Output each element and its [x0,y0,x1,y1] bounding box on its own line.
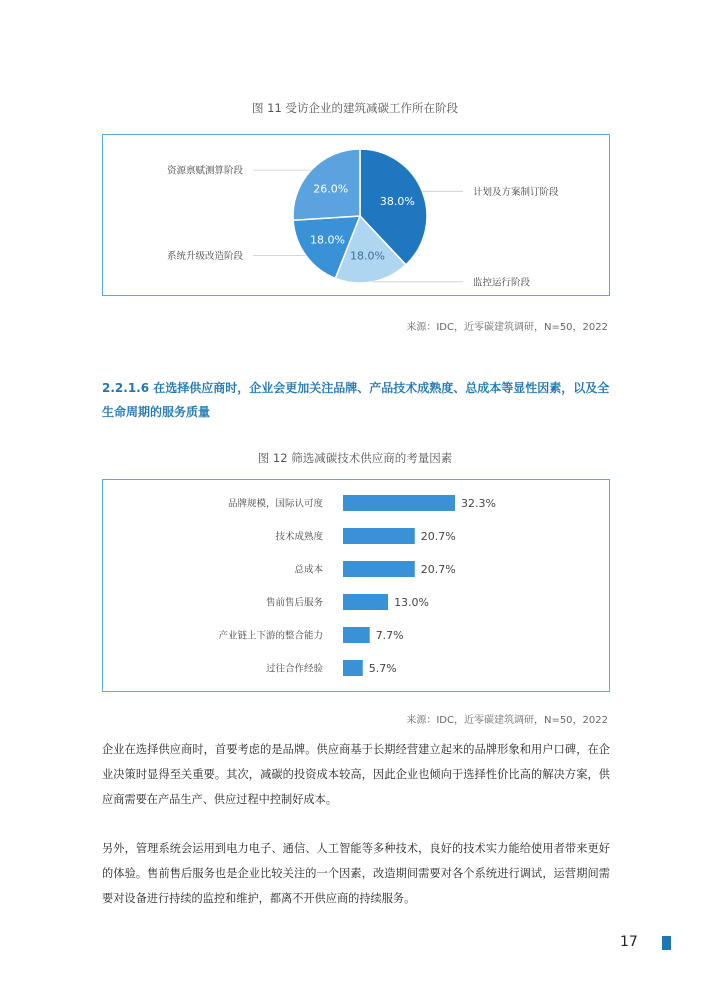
section-heading: 2.2.1.6 在选择供应商时，企业会更加关注品牌、产品技术成熟度、总成本等显性因素，以及全生命周期的服务质量 [102,381,610,419]
bar-value-label: 20.7% [420,563,456,576]
bar-category-label: 品牌规模，国际认可度 [227,498,323,510]
pie-category-label: 计划及方案制订阶段 [473,186,559,198]
figure-11-source: 来源：IDC，近零碳建筑调研，N=50，2022 [406,322,608,333]
pie-chart [103,135,609,295]
bar-value-label: 32.3% [461,497,496,510]
bar-value-label: 13.0% [394,596,430,609]
pie-value-label: 18.0% [350,249,386,263]
pie-category-label: 资源禀赋测算阶段 [166,165,243,177]
figure-12-source: 来源：IDC，近零碳建筑调研，N=50，2022 [406,715,608,726]
bar [343,594,388,610]
pie-category-label: 监控运行阶段 [473,277,531,289]
bar-category-label: 总成本 [294,564,323,576]
bar-value-label: 7.7% [375,629,404,642]
bar-value-label: 5.7% [368,662,397,675]
bar [343,627,370,643]
bar-category-label: 产业链上下游的整合能力 [218,630,323,642]
page-number: 17 [620,934,638,950]
figure-11-frame [102,134,610,296]
bar-category-label: 售前售后服务 [265,597,323,609]
bar-category-label: 过往合作经验 [265,663,323,675]
bar [343,528,415,544]
figure-12-title: 图 12 筛选减碳技术供应商的考量因素 [257,451,453,465]
bar [343,495,455,511]
pie-category-label: 系统升级改造阶段 [166,250,243,262]
bar-chart [103,480,609,691]
figure-11-title: 图 11 受访企业的建筑减碳工作所在阶段 [252,101,458,115]
pie-value-label: 26.0% [313,182,349,196]
figure-12-frame [102,479,610,692]
pie-value-label: 38.0% [379,195,415,209]
bar [343,561,415,577]
bar-value-label: 20.7% [420,530,456,543]
pie-value-label: 18.0% [310,233,345,247]
body-paragraph-1: 企业在选择供应商时，首要考虑的是品牌。供应商基于长期经营建立起来的品牌形象和用户口碑，在企业决策时显得至关重要。其次，减碳的投资成本较高，因此企业也倾向于选择性价比高的解决方案，供应商需要在产品生产、供应过程中控制好成本。 [102,743,610,806]
body-paragraph-2: 另外，管理系统会运用到电力电子、通信、人工智能等多种技术，良好的技术实力能给使用者带来更好的体验。售前售后服务也是企业比较关注的一个因素，改造期间需要对各个系统进行调试，运营期间需要对设备进行持续的监控和维护，都离不开供应商的持续服务。 [102,842,610,905]
bar-category-label: 技术成熟度 [275,531,323,543]
bar [343,660,363,676]
page-marker [662,936,671,950]
